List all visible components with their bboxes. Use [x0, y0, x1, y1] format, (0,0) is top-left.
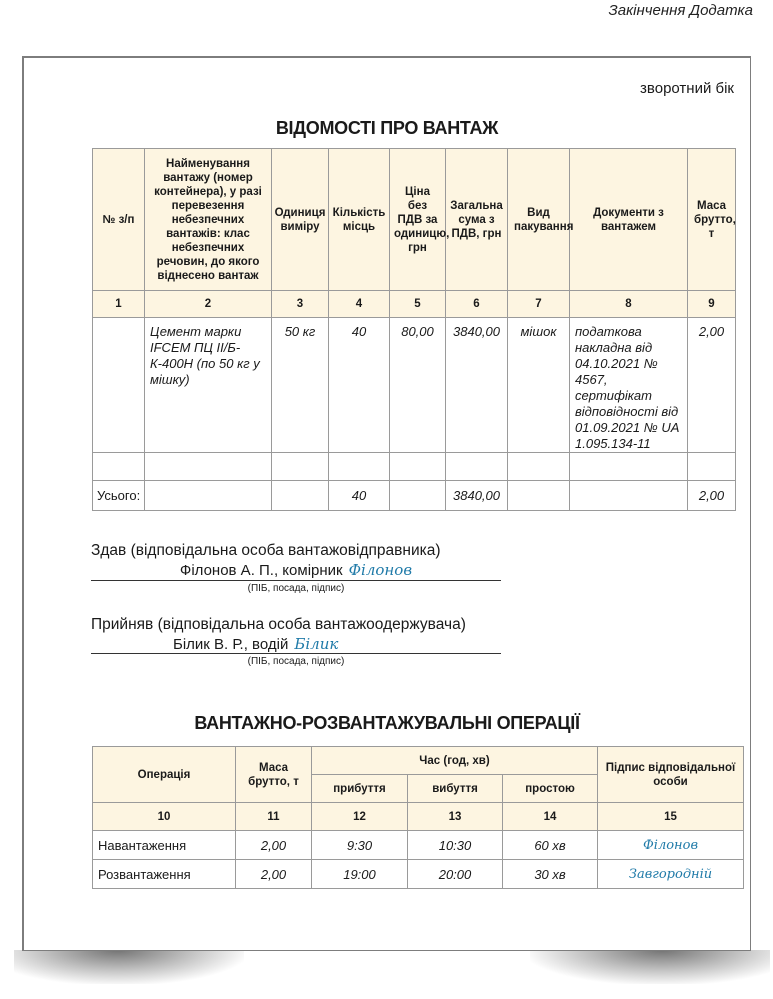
- empty-cell: [272, 481, 329, 511]
- cargo-header-row: [93, 149, 736, 291]
- empty-cell: [570, 481, 688, 511]
- reverse-side-label: зворотний бік: [640, 80, 734, 97]
- cell-idle: 30 хв: [503, 860, 598, 889]
- page-shadow-left: [14, 950, 244, 984]
- col-header-name: Найменування вантажу (номер контейнера), у разі перевезення небезпечних вантажів: клас небезпечних речовин, до якого віднесено вантаж: [145, 149, 272, 291]
- totals-row: [93, 481, 736, 511]
- col-header-time-group: Час (год, хв): [312, 747, 598, 775]
- sender-signature-block: [91, 542, 501, 594]
- cell-price: 80,00: [390, 318, 446, 453]
- cell-cargo-name: [145, 453, 272, 481]
- cargo-section-title: ВІДОМОСТІ ПРО ВАНТАЖ: [275, 118, 499, 138]
- cell-packing: мішок: [508, 318, 570, 453]
- col-number: 5: [390, 291, 446, 318]
- empty-cell: [145, 481, 272, 511]
- col-number: 1: [93, 291, 145, 318]
- col-number: 13: [408, 803, 503, 831]
- cell-departure: 20:00: [408, 860, 503, 889]
- table-row: [93, 318, 736, 453]
- appendix-end-note: Закінчення Додатка: [608, 2, 753, 19]
- empty-cell: [390, 481, 446, 511]
- col-header-price: Ціна без ПДВ за одиницю, грн: [390, 149, 446, 291]
- sender-name: Філонов А. П., комірник: [179, 562, 343, 579]
- col-number: 10: [93, 803, 236, 831]
- receiver-handwritten-signature: Білик: [294, 635, 339, 653]
- totals-places: 40: [329, 481, 390, 511]
- col-header-mass: Маса брутто, т: [688, 149, 736, 291]
- cell-mass: 2,00: [236, 860, 312, 889]
- page-shadow-right: [530, 950, 770, 984]
- cargo-column-numbers-row: [93, 291, 736, 318]
- col-number: 12: [312, 803, 408, 831]
- cell-mass: 2,00: [236, 831, 312, 860]
- sender-heading: Здав (відповідальна особа вантажовідправника): [91, 542, 441, 559]
- col-number: 2: [145, 291, 272, 318]
- col-number: 7: [508, 291, 570, 318]
- cell-arrival: 9:30: [312, 831, 408, 860]
- table-row: [93, 860, 744, 889]
- col-header-operation: Операція: [93, 747, 236, 803]
- col-number: 9: [688, 291, 736, 318]
- totals-label: Усього:: [93, 481, 145, 511]
- col-header-mass: Маса брутто, т: [236, 747, 312, 803]
- cell-operation: Розвантаження: [93, 860, 236, 889]
- cell-total: [446, 453, 508, 481]
- sender-handwritten-signature: Філонов: [348, 561, 413, 579]
- cell-num: [93, 453, 145, 481]
- col-header-num: № з/п: [93, 149, 145, 291]
- empty-cell: [508, 481, 570, 511]
- col-header-places: Кількість місць: [329, 149, 390, 291]
- totals-mass: 2,00: [688, 481, 736, 511]
- table-row-empty: [93, 453, 736, 481]
- operations-table: [92, 746, 744, 889]
- col-header-idle: простою: [503, 775, 598, 803]
- col-header-arrival: прибуття: [312, 775, 408, 803]
- receiver-name: Білик В. Р., водій: [173, 636, 289, 653]
- cell-handwritten-signature: Філонов: [598, 831, 744, 860]
- cell-price: [390, 453, 446, 481]
- col-header-documents: Документи з вантажем: [570, 149, 688, 291]
- cell-unit: [272, 453, 329, 481]
- cell-idle: 60 хв: [503, 831, 598, 860]
- col-header-departure: вибуття: [408, 775, 503, 803]
- receiver-caption: (ПІБ, посада, підпис): [247, 656, 345, 667]
- sender-caption: (ПІБ, посада, підпис): [247, 583, 345, 594]
- cell-handwritten-signature: Завгородній: [598, 860, 744, 889]
- col-number: 4: [329, 291, 390, 318]
- col-number: 11: [236, 803, 312, 831]
- cell-documents: [570, 453, 688, 481]
- cell-mass: 2,00: [688, 318, 736, 453]
- col-header-total: Загальна сума з ПДВ, грн: [446, 149, 508, 291]
- sender-signature-line: [91, 560, 501, 581]
- cell-unit: 50 кг: [272, 318, 329, 453]
- cell-cargo-name: Цемент марки IFCEM ПЦ ІІ/Б-К-400Н (по 50 кг у мішку): [145, 318, 272, 453]
- col-header-signature: Підпис відповідальної особи: [598, 747, 744, 803]
- table-row: [93, 831, 744, 860]
- operations-section-title: ВАНТАЖНО-РОЗВАНТАЖУВАЛЬНІ ОПЕРАЦІЇ: [194, 713, 580, 733]
- cell-mass: [688, 453, 736, 481]
- cell-num: [93, 318, 145, 453]
- col-number: 6: [446, 291, 508, 318]
- operations-header-row: [93, 747, 744, 775]
- col-number: 8: [570, 291, 688, 318]
- cell-operation: Навантаження: [93, 831, 236, 860]
- col-header-packing: Вид пакування: [508, 149, 570, 291]
- cargo-table: [92, 148, 736, 511]
- cell-places: [329, 453, 390, 481]
- col-number: 14: [503, 803, 598, 831]
- cell-departure: 10:30: [408, 831, 503, 860]
- col-number: 3: [272, 291, 329, 318]
- receiver-signature-block: [91, 616, 501, 667]
- cell-arrival: 19:00: [312, 860, 408, 889]
- receiver-heading: Прийняв (відповідальна особа вантажоодержувача): [91, 616, 466, 633]
- cell-documents: податкова накладна від 04.10.2021 № 4567, сертифікат відповідності від 01.09.2021 № UA 1.095.134-11: [570, 318, 688, 453]
- totals-sum: 3840,00: [446, 481, 508, 511]
- col-header-unit: Одиниця виміру: [272, 149, 329, 291]
- document-page: [22, 56, 751, 951]
- cell-total: 3840,00: [446, 318, 508, 453]
- col-number: 15: [598, 803, 744, 831]
- receiver-signature-line: [91, 634, 501, 654]
- cell-places: 40: [329, 318, 390, 453]
- cell-packing: [508, 453, 570, 481]
- operations-column-numbers-row: [93, 803, 744, 831]
